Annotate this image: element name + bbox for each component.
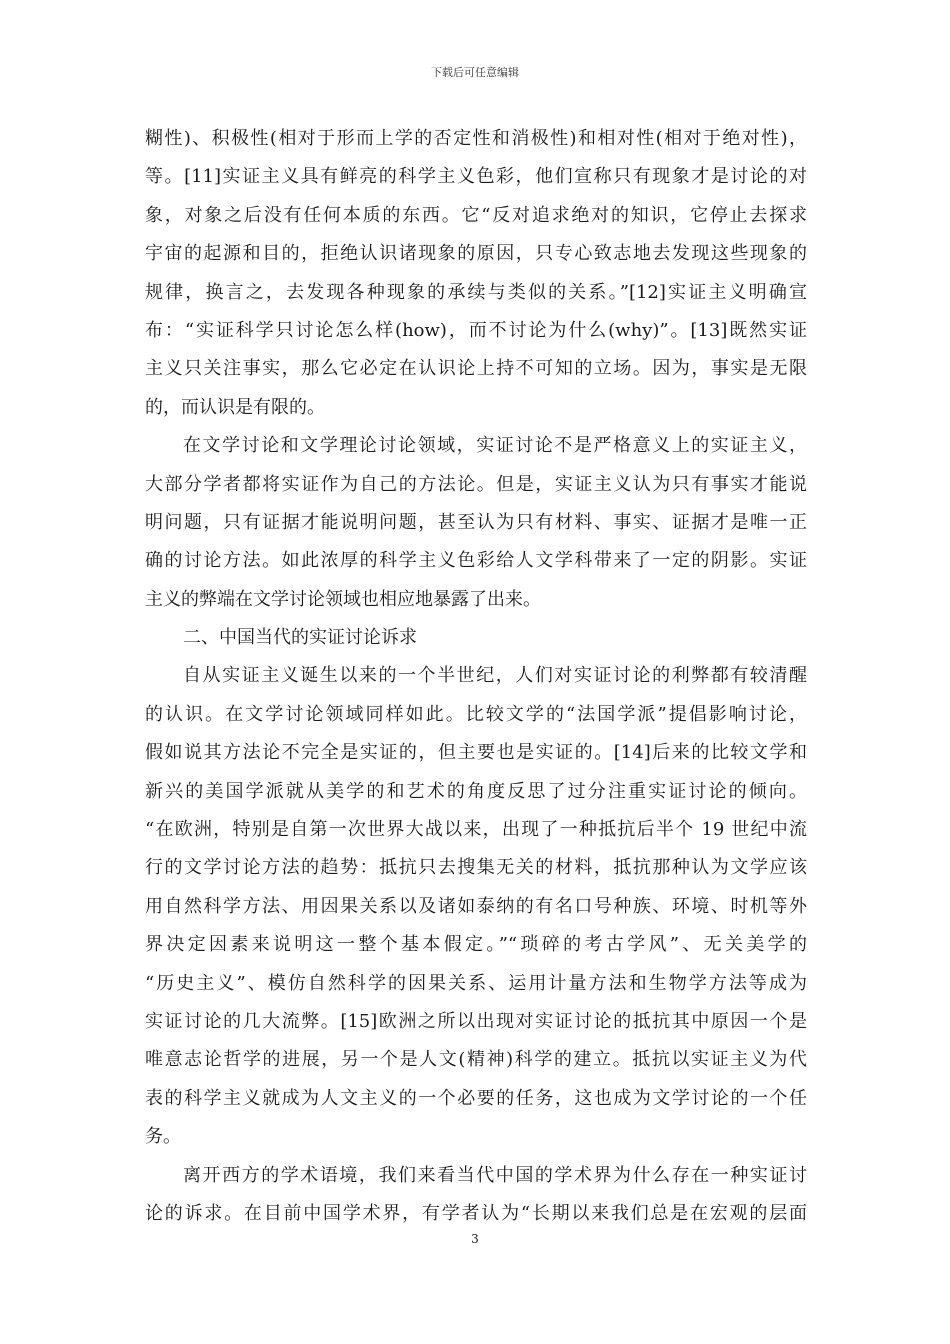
text-line: 糊性)、积极性(相对于形而上学的否定性和消极性)和相对性(相对于绝对性)， xyxy=(145,128,807,149)
page-number: 3 xyxy=(471,1232,479,1246)
paragraph xyxy=(145,120,807,427)
text-line: 假如说其方法论不完全是实证的，但主要也是实证的。[14]后来的比较文学和 xyxy=(145,742,807,764)
text-line: 自从实证主义诞生以来的一个半世纪，人们对实证讨论的利弊都有较清醒 xyxy=(183,665,807,687)
text-line: 确的讨论方法。如此浓厚的科学主义色彩给人文学科带来了一定的阴影。实证 xyxy=(145,550,807,572)
text-line: 实证讨论的几大流弊。[15]欧洲之所以出现对实证讨论的抵抗其中原因一个是 xyxy=(145,1010,807,1032)
text-line: 的认识。在文学讨论领域同样如此。比较文学的“法国学派”提倡影响讨论， xyxy=(145,703,807,725)
paragraph xyxy=(145,1157,807,1234)
text-line: 象，对象之后没有任何本质的东西。它“反对追求绝对的知识，它停止去探求 xyxy=(145,204,807,226)
text-line: 行的文学讨论方法的趋势：抵抗只去搜集无关的材料，抵抗那种认为文学应该 xyxy=(145,857,807,879)
text-line: 新兴的美国学派就从美学的和艺术的角度反思了过分注重实证讨论的倾向。 xyxy=(145,780,807,802)
text-line: 等。[11]实证主义具有鲜亮的科学主义色彩，他们宣称只有现象才是讨论的对 xyxy=(145,166,807,188)
text-line: “在欧洲，特别是自第一次世界大战以来，出现了一种抵抗后半个 19 世纪中流 xyxy=(145,819,807,841)
text-line: 论的诉求。在目前中国学术界，有学者认为“长期以来我们总是在宏观的层面 xyxy=(145,1202,807,1224)
text-line: “历史主义”、模仿自然科学的因果关系、运用计量方法和生物学方法等成为 xyxy=(145,972,807,994)
text-line: 唯意志论哲学的进展，另一个是人文(精神)科学的建立。抵抗以实证主义为代 xyxy=(145,1049,807,1071)
text-line: 离开西方的学术语境，我们来看当代中国的学术界为什么存在一种实证讨 xyxy=(183,1164,807,1186)
text-line: 明问题，只有证据才能说明问题，甚至认为只有材料、事实、证据才是唯一正 xyxy=(145,511,807,533)
text-line: 主义的弊端在文学讨论领域也相应地暴露了出来。 xyxy=(145,588,541,610)
text-line: 的，而认识是有限的。 xyxy=(145,396,325,418)
text-line: 规律，换言之，去发现各种现象的承续与类似的关系。”[12]实证主义明确宣 xyxy=(145,281,807,303)
text-line: 务。 xyxy=(145,1126,181,1148)
text-line: 在文学讨论和文学理论讨论领域，实证讨论不是严格意义上的实证主义， xyxy=(183,435,807,457)
text-line: 用自然科学方法、用因果关系以及诸如泰纳的有名口号种族、环境、时机等外 xyxy=(145,895,807,917)
text-line: 宇宙的起源和目的，拒绝认识诸现象的原因，只专心致志地去发现这些现象的 xyxy=(145,243,807,265)
text-line: 界决定因素来说明这一整个基本假定。”“琐碎的考古学风”、无关美学的 xyxy=(145,934,807,956)
text-line: 布：“实证科学只讨论怎么样(how)，而不讨论为什么(why)”。[13]既然实证 xyxy=(145,319,807,341)
document-body xyxy=(145,120,807,1233)
text-line: 主义只关注事实，那么它必定在认识论上持不可知的立场。因为，事实是无限 xyxy=(145,358,807,380)
text-line: 大部分学者都将实证作为自己的方法论。但是，实证主义认为只有事实才能说 xyxy=(145,473,807,495)
paragraph xyxy=(145,427,807,619)
paragraph xyxy=(145,657,807,1156)
page-header: 下载后可任意编辑 xyxy=(431,66,519,79)
paragraph xyxy=(145,619,807,657)
text-line: 二、中国当代的实证讨论诉求 xyxy=(183,627,417,649)
text-line: 表的科学主义就成为人文主义的一个必要的任务，这也成为文学讨论的一个任 xyxy=(145,1087,807,1109)
